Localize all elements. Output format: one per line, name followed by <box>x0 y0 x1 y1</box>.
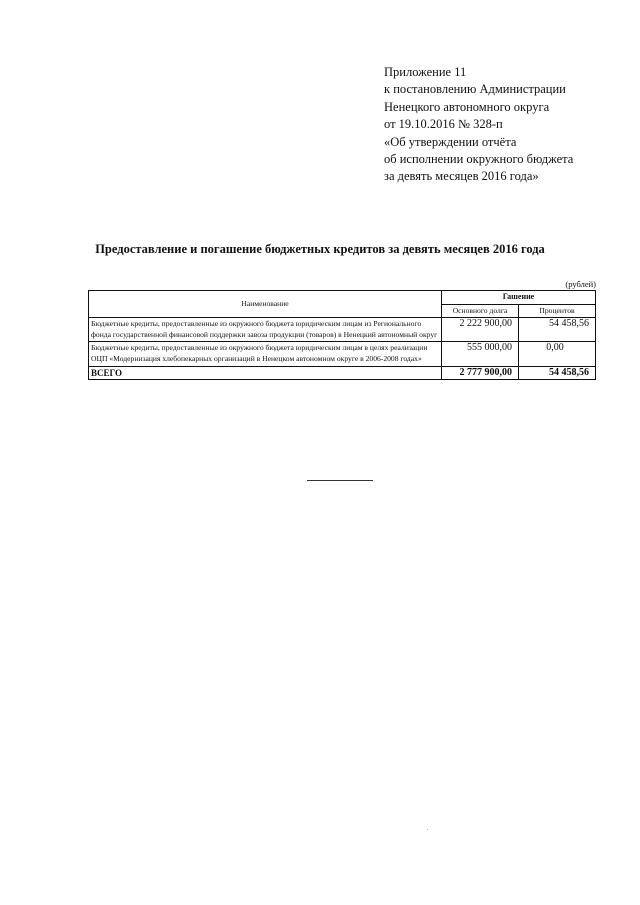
appendix-block <box>384 64 634 186</box>
table-total-row <box>89 366 596 380</box>
header-repayment: Гашение <box>442 291 596 305</box>
row-principal: 2 222 900,00 <box>442 318 519 342</box>
separator-line <box>307 480 373 481</box>
total-principal: 2 777 900,00 <box>442 366 519 380</box>
units-label: (рублей) <box>565 279 596 289</box>
appendix-line: Приложение 11 <box>384 65 467 79</box>
appendix-line: к постановлению Администрации <box>384 82 566 97</box>
header-interest: Процентов <box>519 304 596 318</box>
total-interest: 54 458,56 <box>519 366 596 380</box>
page-title: Предоставление и погашение бюджетных кредитов за девять месяцев 2016 года <box>95 242 545 256</box>
credits-table <box>88 290 596 380</box>
table-header-row <box>89 291 596 305</box>
row-interest: 54 458,56 <box>519 318 596 342</box>
row-name: Бюджетные кредиты, предоставленные из окружного бюджета юридическим лицам из Регионального фонда государственной финансовой поддержки завоза продукции (товаров) в Ненецкий автономный округ <box>89 318 442 342</box>
total-name: ВСЕГО <box>89 366 442 380</box>
appendix-line: «Об утверждении отчёта <box>384 134 517 149</box>
appendix-line: об исполнении окружного бюджета <box>384 152 574 167</box>
appendix-line: от 19.10.2016 № 328-п <box>384 117 503 132</box>
appendix-line: за девять месяцев 2016 года» <box>384 169 539 184</box>
row-principal: 555 000,00 <box>442 342 519 366</box>
header-principal: Основного долга <box>442 304 519 318</box>
table-row <box>89 342 596 366</box>
row-name: Бюджетные кредиты, предоставленные из окружного бюджета юридическим лицам в целях реализации ОЦП «Модернизация хлебопекарных организаций в Ненецком автономном округе в 2006-2008 годах» <box>89 342 442 366</box>
header-name: Наименование <box>89 291 442 318</box>
appendix-line: Ненецкого автономного округа <box>384 99 550 114</box>
row-interest: 0,00 <box>519 342 596 366</box>
scan-speck <box>427 829 428 830</box>
table-row <box>89 318 596 342</box>
